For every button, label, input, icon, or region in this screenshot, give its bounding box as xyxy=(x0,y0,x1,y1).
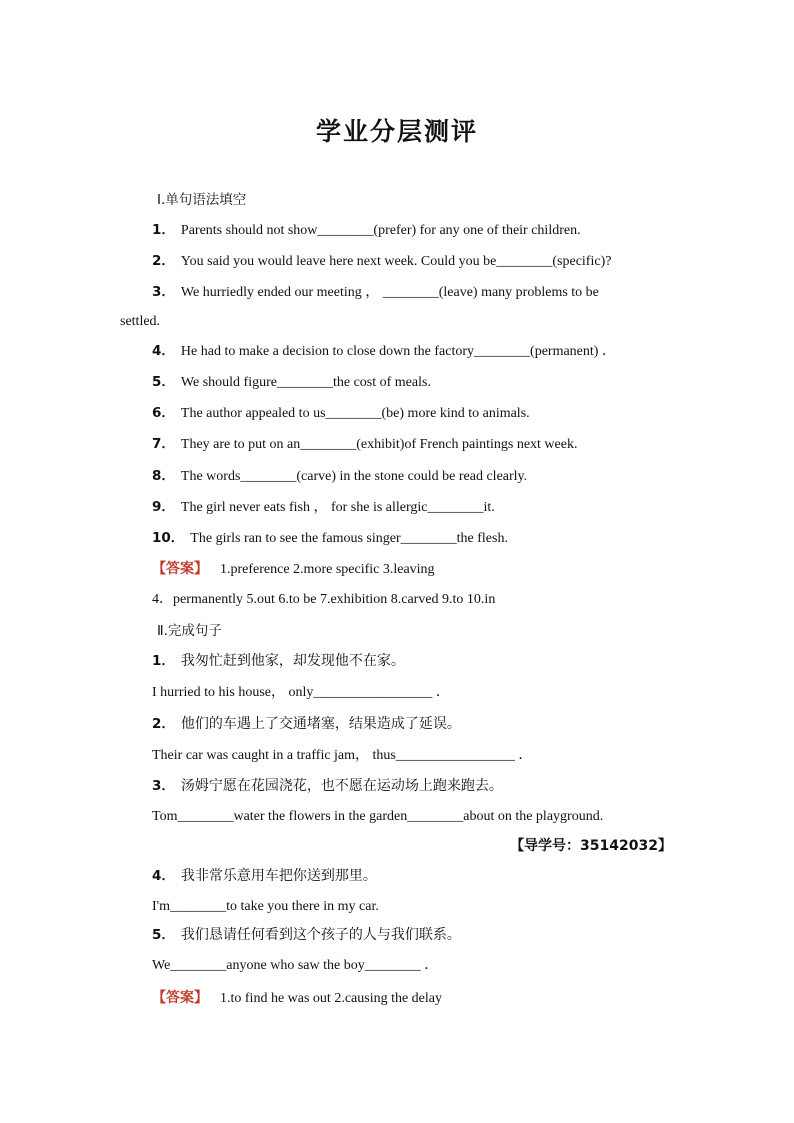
question-1 xyxy=(152,221,581,240)
answer-key-1-continued xyxy=(152,591,495,609)
question-text: The author appealed to us________(be) more kind to animals. xyxy=(180,406,530,421)
sentence-4-english: I'm________to take you there in my car. xyxy=(152,899,379,914)
question-10 xyxy=(152,529,508,548)
sentence-1-english: I hurried to his house， only_________________ ． xyxy=(152,685,450,700)
sentence-2-chinese xyxy=(152,715,461,734)
sentence-3-english: Tom________water the flowers in the garden________about on the playground. xyxy=(152,809,604,824)
question-number: 5． xyxy=(152,374,175,390)
section-1-heading: Ⅰ.单句语法填空 xyxy=(157,192,247,208)
sentence-number: 1． xyxy=(152,653,175,669)
question-6 xyxy=(152,404,530,423)
answer-text: 1.to find he was out 2.causing the delay xyxy=(220,991,443,1006)
chinese-text: 他们的车遇上了交通堵塞，结果造成了延误。 xyxy=(180,716,461,732)
sentence-number: 4． xyxy=(152,868,175,884)
question-4 xyxy=(152,342,616,361)
question-number: 4． xyxy=(152,343,175,359)
question-2 xyxy=(152,252,611,271)
chinese-text: 我匆忙赶到他家，却发现他不在家。 xyxy=(180,653,405,669)
question-text: You said you would leave here next week. Could you be________(specific)? xyxy=(180,254,612,269)
sentence-number: 2． xyxy=(152,716,175,732)
sentence-5-chinese xyxy=(152,926,461,945)
question-text: They are to put on an________(exhibit)of French paintings next week. xyxy=(180,437,578,452)
guide-number: 【导学号：35142032】 xyxy=(510,838,672,854)
question-number: 7． xyxy=(152,436,175,452)
answer-text: 1.preference 2.more specific 3.leaving xyxy=(220,562,435,577)
question-number: 1． xyxy=(152,222,175,238)
question-text: He had to make a decision to close down the factory________(permanent) ． xyxy=(180,344,616,359)
question-text: We hurriedly ended our meeting ， ________(leave) many problems to be xyxy=(180,285,599,300)
answer-label: 【答案】 xyxy=(152,990,208,1006)
sentence-number: 5． xyxy=(152,927,175,943)
sentence-4-chinese xyxy=(152,867,377,886)
section-2-heading: Ⅱ.完成句子 xyxy=(157,623,222,639)
answer-key-2 xyxy=(152,989,442,1008)
question-text: settled. xyxy=(120,314,161,329)
question-number: 10． xyxy=(152,530,185,546)
answer-label: 【答案】 xyxy=(152,561,208,577)
sentence-5-english: We________anyone who saw the boy________ ． xyxy=(152,958,439,973)
question-number: 9． xyxy=(152,499,175,515)
question-7 xyxy=(152,435,577,454)
chinese-text: 我非常乐意用车把你送到那里。 xyxy=(180,868,377,884)
question-text: Parents should not show________(prefer) for any one of their children. xyxy=(180,223,581,238)
page-title: 学业分层测评 xyxy=(315,117,478,146)
question-text: The girls ran to see the famous singer________the flesh. xyxy=(190,531,508,546)
question-5 xyxy=(152,373,431,392)
sentence-1-chinese xyxy=(152,652,405,671)
question-number: 6． xyxy=(152,405,175,421)
sentence-number: 3． xyxy=(152,778,175,794)
question-3 xyxy=(152,283,599,302)
question-number: 2． xyxy=(152,253,175,269)
sentence-3-chinese xyxy=(152,777,503,796)
question-8 xyxy=(152,467,527,486)
question-number: 3． xyxy=(152,284,175,300)
chinese-text: 汤姆宁愿在花园浇花，也不愿在运动场上跑来跑去。 xyxy=(180,778,503,794)
question-text: The girl never eats fish ， for she is allergic________it. xyxy=(180,500,495,515)
question-9 xyxy=(152,498,495,517)
sentence-2-english: Their car was caught in a traffic jam， thus_________________ ． xyxy=(152,748,533,763)
answer-key-1 xyxy=(152,560,435,579)
answer-text: 4．permanently 5.out 6.to be 7.exhibition 8.carved 9.to 10.in xyxy=(152,592,496,607)
chinese-text: 我们恳请任何看到这个孩子的人与我们联系。 xyxy=(180,927,461,943)
question-text: The words________(carve) in the stone could be read clearly. xyxy=(180,469,528,484)
question-3-continued xyxy=(120,313,160,331)
question-text: We should figure________the cost of meals. xyxy=(180,375,431,390)
question-number: 8． xyxy=(152,468,175,484)
